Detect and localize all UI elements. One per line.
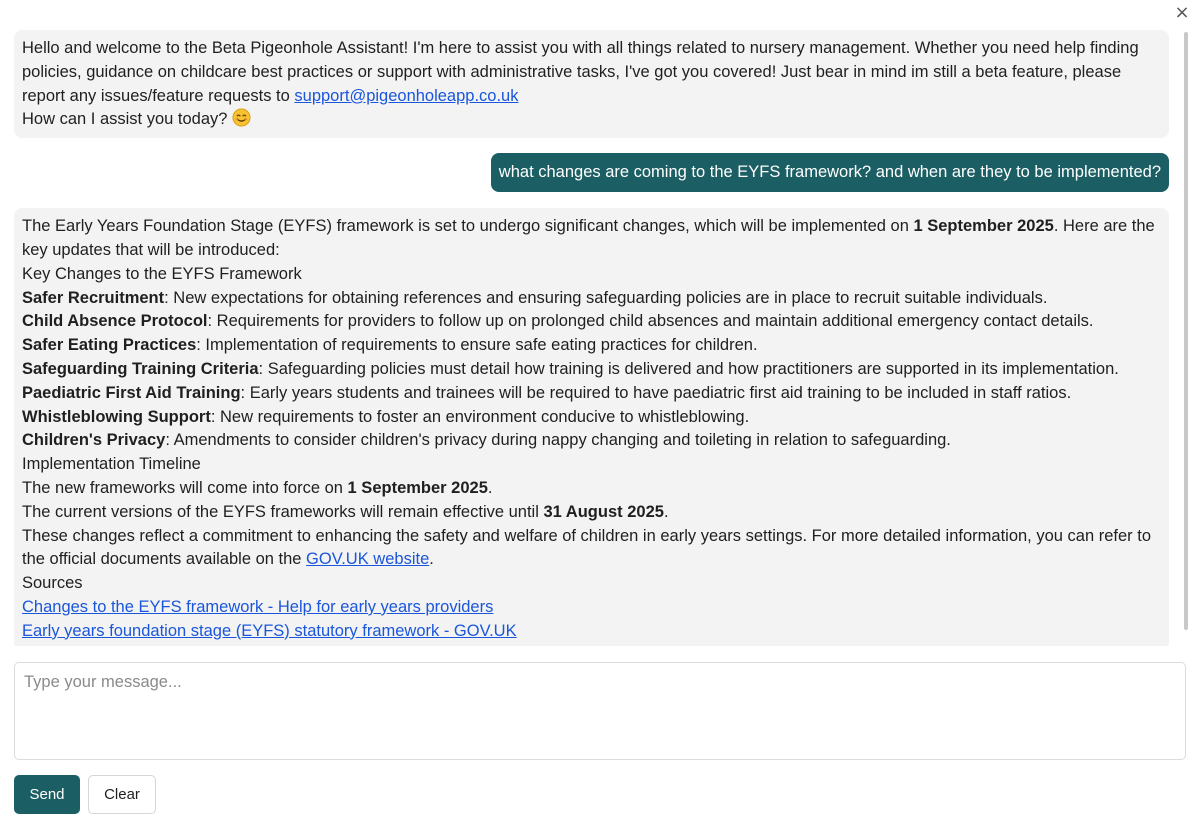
govuk-website-link[interactable]: GOV.UK website	[306, 550, 430, 569]
answer-intro	[22, 215, 1161, 263]
change-title: Child Absence Protocol	[22, 312, 208, 331]
send-button[interactable]: Send	[14, 775, 80, 814]
change-text: : New requirements to foster an environment conducive to whistleblowing.	[210, 407, 750, 426]
clear-button[interactable]: Clear	[88, 775, 156, 814]
change-title: Whistleblowing Support	[22, 407, 211, 426]
change-item	[22, 334, 1161, 358]
change-item	[22, 406, 1161, 430]
user-message: what changes are coming to the EYFS framework? and when are they to be implemented?	[491, 153, 1169, 192]
welcome-paragraph	[22, 37, 1161, 108]
support-email-link[interactable]: support@pigeonholeapp.co.uk	[294, 86, 519, 105]
chat-scrollbar[interactable]	[1184, 30, 1188, 646]
smiling-face-icon	[232, 108, 251, 127]
welcome-question	[22, 108, 1161, 132]
closing-paragraph	[22, 525, 1161, 573]
change-item	[22, 287, 1161, 311]
timeline-item	[22, 477, 1161, 501]
change-item	[22, 382, 1161, 406]
change-item	[22, 429, 1161, 453]
closing-text: These changes reflect a commitment to enhancing the safety and welfare of children in early years settings. For more detailed information, you can refer to the official documents available on the	[22, 526, 1151, 569]
welcome-text: Hello and welcome to the Beta Pigeonhole Assistant! I'm here to assist you with all things related to nursery management. Whether you need help finding policies, guidance on childcare best practices or support with administrative tasks, I've got you covered! Just bear in mind im still a beta feature, please report any issues/feature requests to	[22, 39, 1139, 105]
change-title: Safer Eating Practices	[22, 336, 197, 355]
change-text: : Amendments to consider children's privacy during nappy changing and toileting in relation to safeguarding.	[165, 431, 951, 450]
source-link[interactable]: Early years foundation stage (EYFS) statutory framework - GOV.UK	[22, 621, 517, 640]
timeline-text-end: .	[487, 478, 493, 497]
timeline-text-end: .	[663, 502, 669, 521]
change-title: Children's Privacy	[22, 431, 166, 450]
answer-intro-text: The Early Years Foundation Stage (EYFS) framework is set to undergo significant changes, which will be implemented on	[22, 217, 914, 236]
chat-message-list[interactable]	[14, 30, 1186, 646]
welcome-question-text: How can I assist you today?	[22, 110, 233, 129]
chat-scrollbar-thumb[interactable]	[1184, 32, 1188, 630]
bot-message-answer	[14, 208, 1169, 646]
change-text: : Safeguarding policies must detail how training is delivered and how practitioners are supported in its implementation.	[258, 359, 1119, 378]
change-title: Safeguarding Training Criteria	[22, 359, 259, 378]
key-changes-heading: Key Changes to the EYFS Framework	[22, 264, 302, 283]
timeline-item	[22, 501, 1161, 525]
change-text: : Early years students and trainees will be required to have paediatric first aid training to be included in staff ratios.	[240, 383, 1072, 402]
change-text: : Implementation of requirements to ensure safe eating practices for children.	[196, 336, 758, 355]
source-item	[22, 596, 1161, 620]
change-title: Paediatric First Aid Training	[22, 383, 241, 402]
change-item	[22, 358, 1161, 382]
answer-intro-text-end: . Here are the key updates that will be introduced:	[22, 217, 1155, 259]
change-title: Safer Recruitment	[22, 288, 165, 307]
source-item	[22, 620, 1161, 644]
sources-heading: Sources	[22, 574, 83, 593]
bot-message-welcome	[14, 30, 1169, 138]
timeline-text: The new frameworks will come into force on	[22, 478, 348, 497]
timeline-date: 31 August 2025	[543, 502, 664, 521]
message-input[interactable]	[14, 662, 1186, 760]
change-text: : New expectations for obtaining references and ensuring safeguarding policies are in place to recruit suitable individuals.	[164, 288, 1048, 307]
timeline-text: The current versions of the EYFS frameworks will remain effective until	[22, 502, 544, 521]
timeline-date: 1 September 2025	[347, 478, 488, 497]
change-item	[22, 310, 1161, 334]
user-message-row	[14, 153, 1169, 192]
closing-text-end: .	[429, 550, 434, 569]
close-icon[interactable]: ×	[1174, 2, 1190, 23]
timeline-heading: Implementation Timeline	[22, 455, 201, 474]
change-text: : Requirements for providers to follow up on prolonged child absences and maintain additional emergency contact details.	[207, 312, 1094, 331]
source-link[interactable]: Changes to the EYFS framework - Help for early years providers	[22, 597, 494, 616]
answer-intro-date: 1 September 2025	[913, 217, 1054, 236]
